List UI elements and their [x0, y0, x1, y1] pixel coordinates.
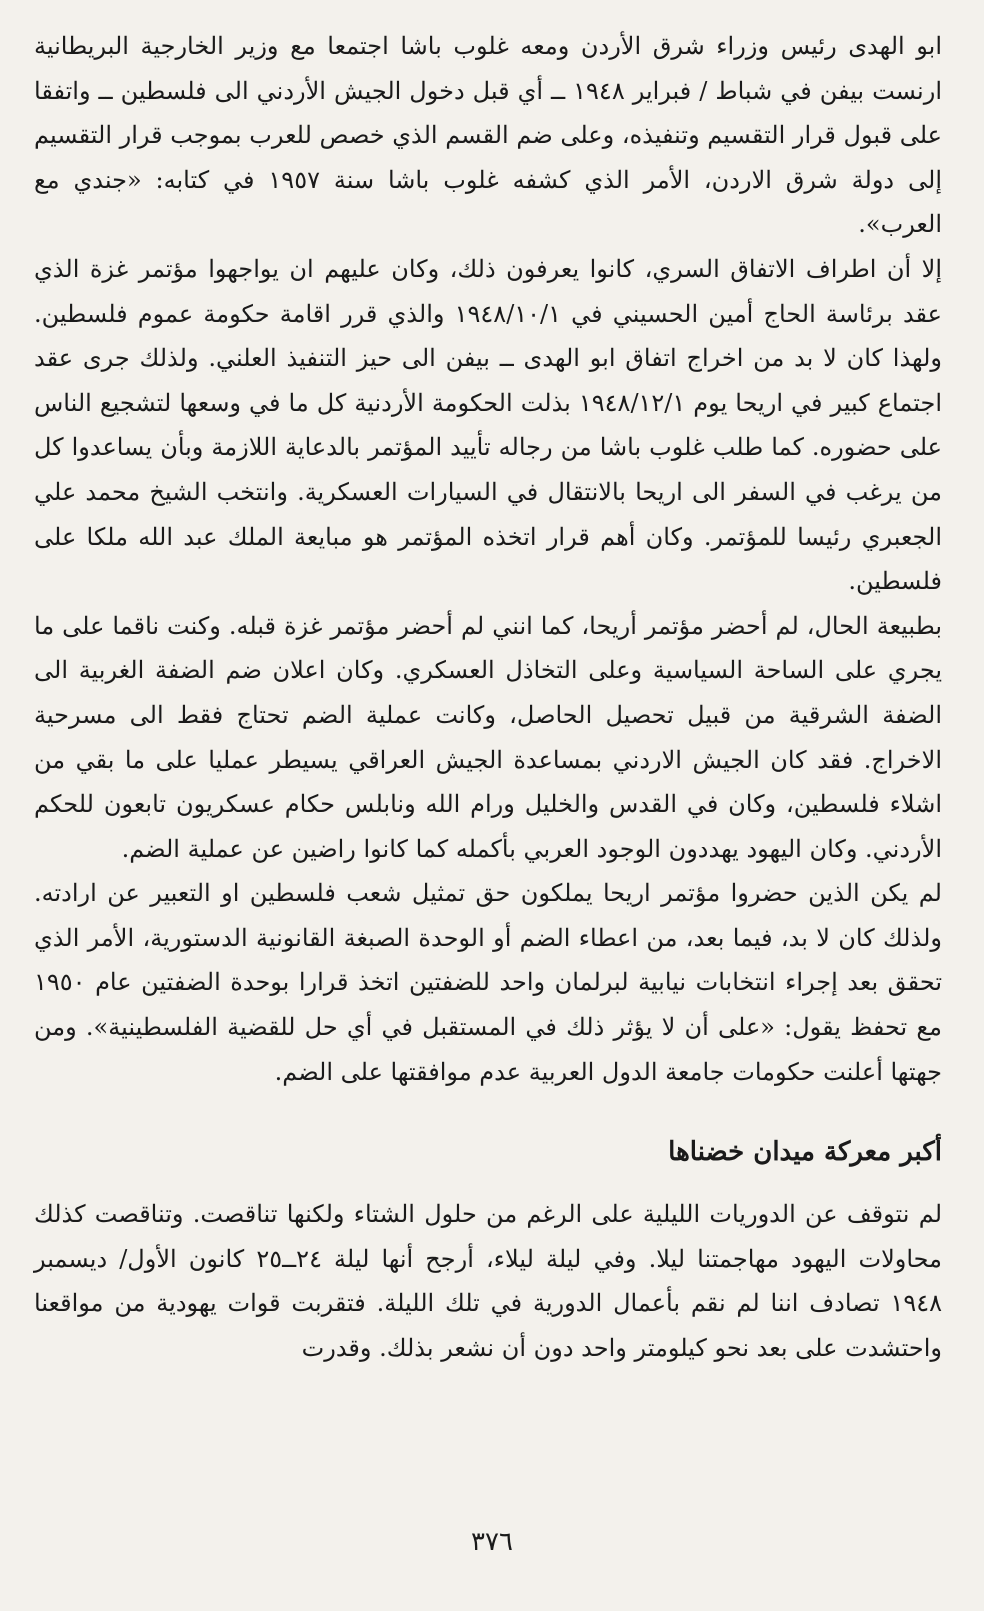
section-heading: أكبر معركة ميدان خضناها: [668, 1137, 942, 1168]
paragraph-1: ابو الهدى رئيس وزراء شرق الأردن ومعه غلوب باشا اجتمعا مع وزير الخارجية البريطانية ارنست بيفن في شباط / فبراير ١٩٤٨ ــ أي قبل دخول الجيش الأردني الى فلسطين ــ واتفقا على قبول قرار التقسيم وتنفيذه، وعلى ضم القسم الذي خصص للعرب بموجب قرار التقسيم إلى دولة شرق الاردن، الأمر الذي كشفه غلوب باشا سنة ١٩٥٧ في كتابه: «جندي مع العرب».: [34, 32, 942, 239]
paragraph-4: لم يكن الذين حضروا مؤتمر اريحا يملكون حق تمثيل شعب فلسطين او التعبير عن ارادته. ولذلك كان لا بد، فيما بعد، من اعطاء الضم أو الوحدة الصبغة القانونية الدستورية، الأمر الذي تحقق بعد إجراء انتخابات نيابية لبرلمان واحد للضفتين اتخذ قرارا بوحدة الضفتين عام ١٩٥٠ مع تحفظ يقول: «على أن لا يؤثر ذلك في المستقبل في أي حل للقضية الفلسطينية». ومن جهتها أعلنت حكومات جامعة الدول العربية عدم موافقتها على الضم.: [34, 879, 942, 1086]
page-number: ٣٧٦: [471, 1527, 513, 1557]
paragraph-3: بطبيعة الحال، لم أحضر مؤتمر أريحا، كما انني لم أحضر مؤتمر غزة قبله. وكنت ناقما على ما يجري على الساحة السياسية وعلى التخاذل العسكري. وكان اعلان ضم الضفة الغربية الى الضفة الشرقية من قبيل تحصيل الحاصل، وكانت عملية الضم تحتاج فقط الى مسرحية الاخراج. فقد كان الجيش الاردني بمساعدة الجيش العراقي يسيطر عمليا على ما بقي من اشلاء فلسطين، وكان في القدس والخليل ورام الله ونابلس حكام عسكريون تابعون للحكم الأردني. وكان اليهود يهددون الوجود العربي بأكمله كما كانوا راضين عن عملية الضم.: [34, 611, 942, 863]
paragraph-2: إلا أن اطراف الاتفاق السري، كانوا يعرفون ذلك، وكان عليهم ان يواجهوا مؤتمر غزة الذي عقد برئاسة الحاج أمين الحسيني في ١٩٤٨/١٠/١ والذي قرر اقامة حكومة عموم فلسطين. ولهذا كان لا بد من اخراج اتفاق ابو الهدى ــ بيفن الى حيز التنفيذ العلني. ولذلك جرى عقد اجتماع كبير في اريحا يوم ١٩٤٨/١٢/١ بذلت الحكومة الأردنية كل ما في وسعها لتشجيع الناس على حضوره. كما طلب غلوب باشا من رجاله تأييد المؤتمر بالدعاية اللازمة وبأن يساعدوا كل من يرغب في السفر الى اريحا بالانتقال في السيارات العسكرية. وانتخب الشيخ محمد علي الجعبري رئيسا للمؤتمر. وكان أهم قرار اتخذه المؤتمر هو مبايعة الملك عبد الله ملكا على فلسطين.: [34, 254, 943, 596]
paragraph-5: لم نتوقف عن الدوريات الليلية على الرغم من حلول الشتاء ولكنها تناقصت. وتناقصت كذلك محاولات اليهود مهاجمتنا ليلا. وفي ليلة ليلاء، أرجح أنها ليلة ٢٤ــ٢٥ كانون الأول/ ديسمبر ١٩٤٨ تصادف اننا لم نقم بأعمال الدورية في تلك الليلة. فتقربت قوات يهودية من مواقعنا واحتشدت على بعد نحو كيلومتر واحد دون أن نشعر بذلك. وقدرت: [34, 1200, 943, 1363]
